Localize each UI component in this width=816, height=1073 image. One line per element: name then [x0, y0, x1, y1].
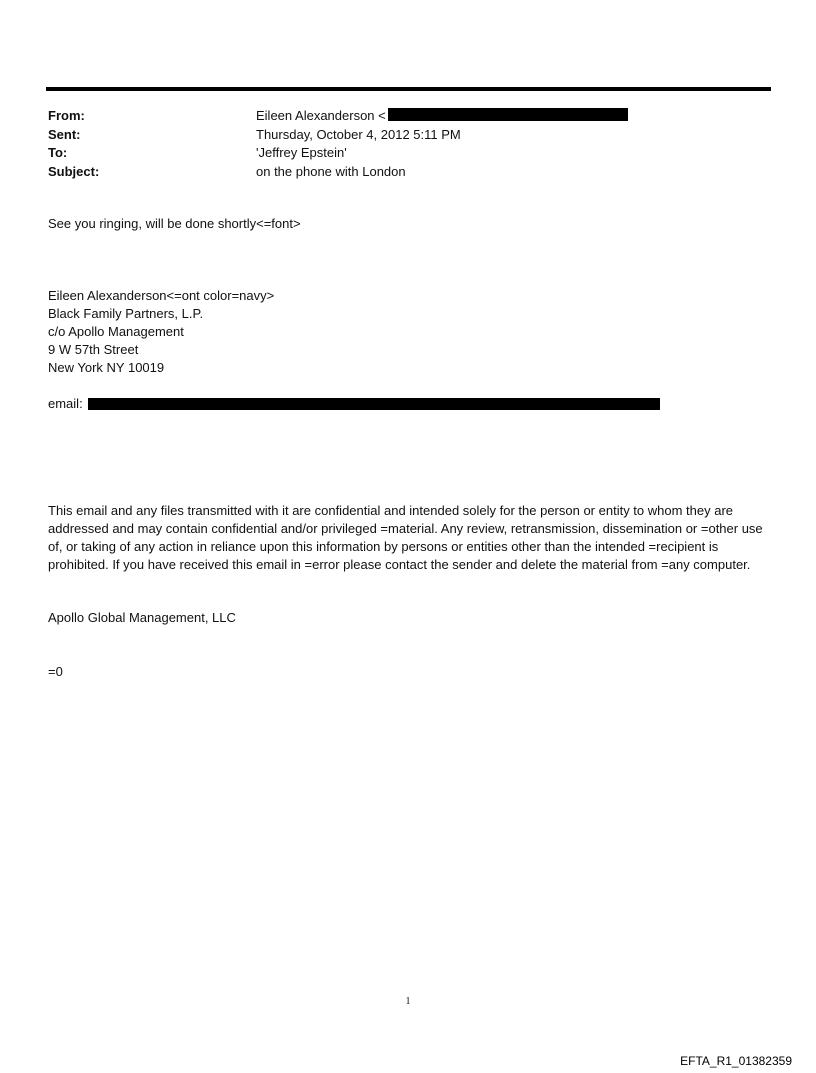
from-sender: Eileen Alexanderson <	[256, 108, 386, 123]
from-value	[256, 107, 628, 126]
company-name: Apollo Global Management, LLC	[48, 610, 236, 625]
from-label: From:	[48, 108, 85, 123]
signature-care-of: c/o Apollo Management	[48, 324, 184, 339]
page-number: 1	[405, 996, 411, 1007]
header-divider	[46, 87, 771, 91]
to-row	[48, 144, 768, 163]
sent-label: Sent:	[48, 126, 81, 142]
to-value: 'Jeffrey Epstein'	[256, 145, 347, 160]
subject-value: on the phone with London	[256, 163, 406, 179]
bates-number: EFTA_R1_01382359	[680, 1054, 792, 1068]
sent-value: Thursday, October 4, 2012 5:11 PM	[256, 126, 461, 142]
subject-label: Subject:	[48, 163, 100, 179]
signature-street: 9 W 57th Street	[48, 342, 139, 357]
message-greeting: See you ringing, will be done shortly<=font>	[48, 216, 301, 231]
email-label: email:	[48, 396, 87, 411]
signature-email-line	[48, 395, 660, 413]
signature-city: New York NY 10019	[48, 360, 165, 375]
sent-row	[48, 126, 768, 145]
to-label: To:	[48, 145, 68, 160]
redaction-box	[388, 108, 628, 121]
signature-name: Eileen Alexanderson<=ont color=navy>	[48, 288, 275, 303]
email-header	[48, 107, 768, 181]
from-row	[48, 107, 768, 126]
signature-block	[48, 287, 274, 377]
message-trailer: =0	[48, 664, 63, 679]
signature-company: Black Family Partners, L.P.	[48, 306, 204, 321]
subject-row	[48, 163, 768, 182]
redaction-box	[88, 398, 660, 410]
confidentiality-disclaimer: This email and any files transmitted with it are confidential and intended solely for the person or entity to whom they are addressed and may contain confidential and/or privileged =material. Any review, retransmission, dissemination or =other use of, or taking of any action in reliance upon this information by persons or entities other than the intended =recipient is prohibited. If you have received this email in =error please contact the sender and delete the material from =any computer.	[48, 503, 763, 572]
